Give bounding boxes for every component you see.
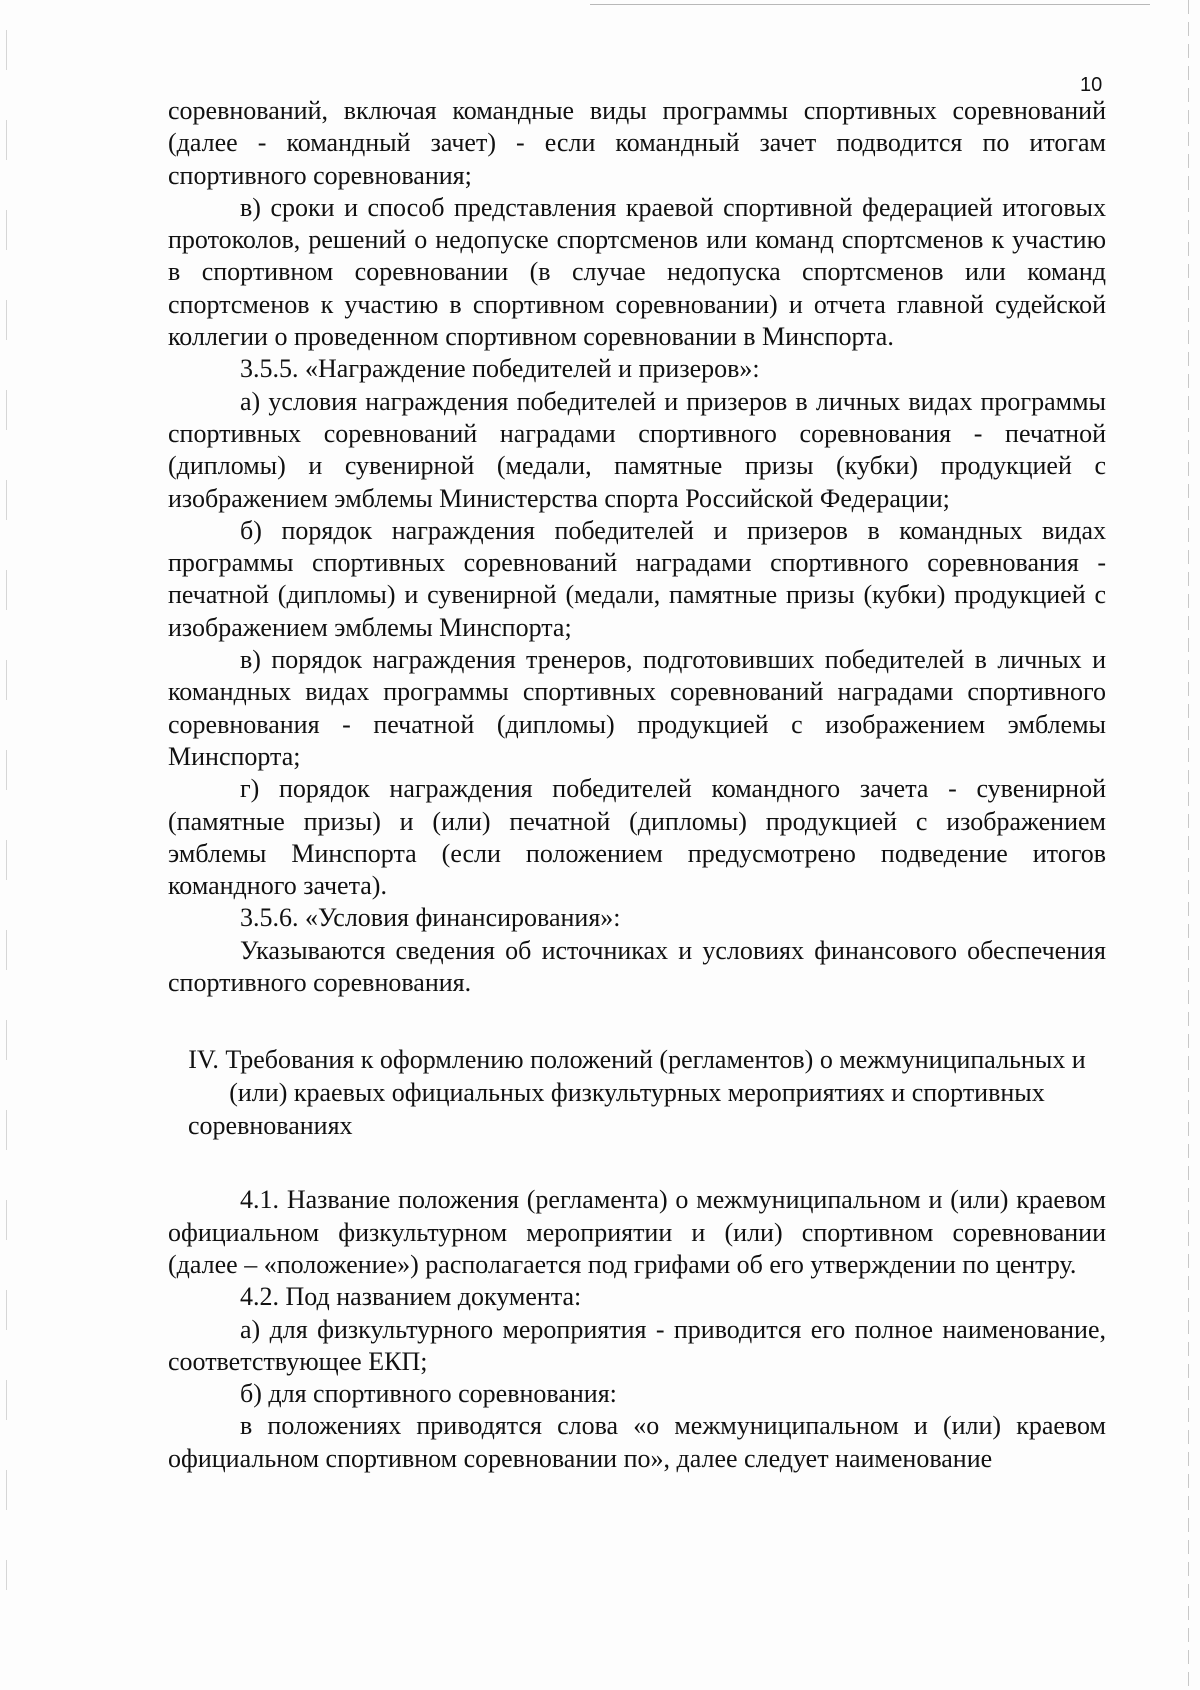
section-heading: IV. Требования к оформлению положений (регламентов) о межмуниципальных и (или) краевых официальных физкультурных мероприятиях и спортивных соревнованиях [188, 1045, 1086, 1141]
paragraph: 3.5.6. «Условия финансирования»: [240, 903, 621, 933]
paragraph: г) порядок награждения победителей командного зачета - сувенирной (памятные призы) и (или) печатной (дипломы) продукцией с изображением эмблемы Минспорта (если положением предусмотрено подведение итогов командного зачета). [168, 774, 1106, 901]
paragraphs-section-3 [168, 95, 1106, 999]
paragraph: соревнований, включая командные виды программы спортивных соревнований (далее - командный зачет) - если командный зачет подводится по итогам спортивного соревнования; [168, 96, 1106, 190]
scan-edge-left [6, 30, 7, 1590]
paragraph: в) сроки и способ представления краевой спортивной федерацией итоговых протоколов, решений о недопуске спортсменов или команд спортсменов к участию в спортивном соревновании (в случае недопуска спортсменов или команд спортсменов к участию в спортивном соревновании) и отчета главной судейской коллегии о проведенном спортивном соревновании в Минспорта. [168, 192, 1106, 352]
paragraph: 4.2. Под названием документа: [240, 1282, 582, 1312]
paragraph: в положениях приводятся слова «о межмуниципальном и (или) краевом официальном спортивном соревновании по», далее следует наименование [168, 1411, 1106, 1473]
paragraph: б) для спортивного соревнования: [240, 1379, 617, 1409]
paragraphs-section-4 [168, 1184, 1106, 1475]
paragraph: 4.1. Название положения (регламента) о межмуниципальном и (или) краевом официальном физкультурном мероприятии и (или) спортивном соревновании (далее – «положение») располагается под грифами об его утверждении по центру. [168, 1185, 1106, 1279]
page-number: 10 [1080, 74, 1103, 96]
document-body [168, 95, 1106, 1475]
scan-edge-top [590, 4, 1150, 5]
paragraph: а) для физкультурного мероприятия - приводится его полное наименование, соответствующее ЕКП; [168, 1314, 1106, 1376]
paragraph: 3.5.5. «Награждение победителей и призеров»: [240, 354, 760, 384]
paragraph: а) условия награждения победителей и призеров в личных видах программы спортивных соревнований наградами спортивного соревнования - печатной (дипломы) и сувенирной (медали, памятные призы (кубки) продукцией с изображением эмблемы Министерства спорта Российской Федерации; [168, 386, 1106, 513]
paragraph: б) порядок награждения победителей и призеров в командных видах программы спортивных соревнований наградами спортивного соревнования - печатной (дипломы) и сувенирной (медали, памятные призы (кубки) продукцией с изображением эмблемы Минспорта; [168, 515, 1106, 642]
paragraph: Указываются сведения об источниках и условиях финансового обеспечения спортивного соревнования. [168, 935, 1106, 998]
paragraph: в) порядок награждения тренеров, подготовивших победителей в личных и командных видах программы спортивных соревнований наградами спортивного соревнования - печатной (дипломы) продукцией с изображением эмблемы Минспорта; [168, 645, 1106, 771]
scan-edge-right [1188, 0, 1189, 1690]
